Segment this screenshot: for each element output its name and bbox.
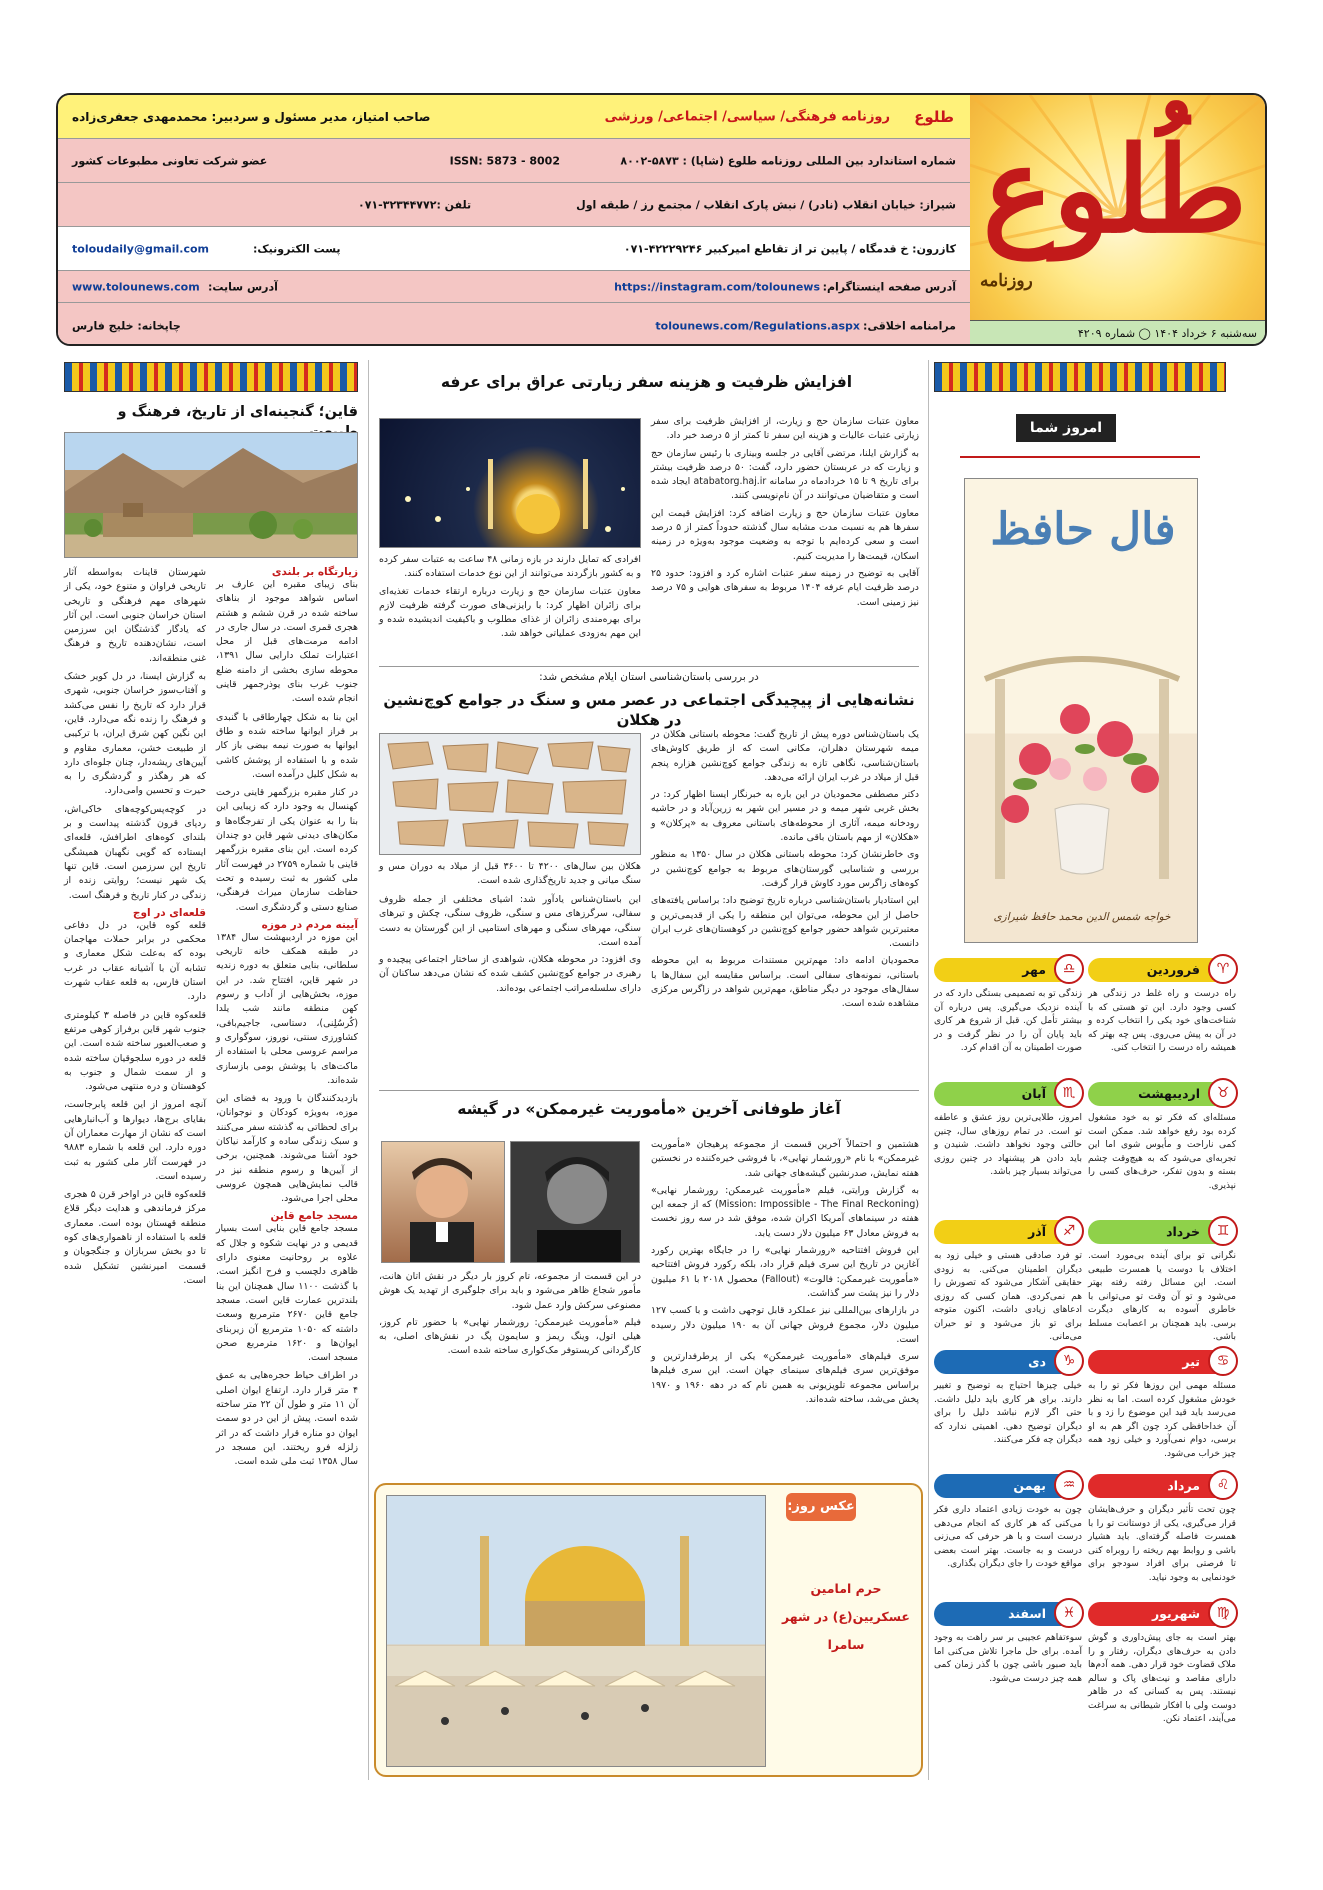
actor-photo-smiling [381,1141,505,1263]
masthead-row-web [58,271,970,303]
horoscope-sign-label: مهر ♎ [934,958,1082,982]
horoscope-text: چون تحت تأثیر دیگران و حرف‌هایشان قرار می‌گیری، یکی از دوستانت تو را با همسرت فاصله گرفته‌ای. باید هشیار باشی و روابط بهم ریخته را روبراه کنی تا فرصتی برای افراد سودجو برای خودنمایی به وجود نیاید. [1088,1505,1236,1583]
article2-body-left [379,893,641,996]
column-divider [368,360,369,1780]
today-you-label: امروز شما [1016,414,1116,442]
qaen-para: بنای زیبای مقبره این عارف بر اساس شواهد موجود از بناهای ساخته شده در قرن ششم و هشتم هجری قمری است. در سال جاری در ادامه مرمت‌های قبل از محل اعتبارات تملک دارایی سال ۱۳۹۱، محوطه سازی بخشی از دامنه ضلع جنوب غرب بنای یوذرجمهر قاینی انجام شده است. [216,579,358,705]
zodiac-symbol-icon: ♊ [1208,1216,1238,1246]
qaen-para: در کنار مقبره بزرگمهر قاینی درخت کهنسال به وجود دارد که زیبایی این بنا را به عنوان یکی از تفرجگاه‌ها و مکان‌های دیدنی شهر قاین دو چندان کرده است. این بنای مقبره بزرگمهر قاینی با شماره ۲۷۵۹ در فهرست آثار ملی کشور به ثبت رسیده و تحت حفاظت سازمان میراث فرهنگی، صنایع دستی و گردشگری است. [215,787,358,913]
masthead-row-kazerun [58,227,970,271]
insta-label: آدرس صفحه اینستاگرام: [822,280,956,293]
article-para: وی افزود: در محوطه هکلان، شواهدی از ساختار اجتماعی پیچیده و رهبری در جوامع کوچ‌نشین کشف شده که نشان می‌دهد ساکنان آن دارای سلسله‌مراتب اجتماعی بوده‌اند. [379,954,641,994]
zodiac-symbol-icon: ♈ [1208,954,1238,984]
horoscope-item [1088,1350,1236,1461]
horoscope-text: راه درست و راه غلط در زندگی هر کسی وجود دارد. این تو هستی که با شناخت‌های خود یکی را انتخاب کرده و در آن به پیش می‌روی. پس چه بهتر که همیشه راه درست را انتخاب کنی. [1088,989,1236,1053]
article-divider [379,1090,919,1091]
pottery-shards-photo [379,733,641,855]
article3-body-left [379,1270,641,1359]
shiraz-address: شیراز: خیابان انقلاب (نادر) / نبش پارک انقلاب / مجتمع رز / طبقه اول [576,198,956,211]
article-para: در بازارهای بین‌المللی نیز عملکرد قابل توجهی داشت و با کسب ۱۲۷ میلیون دلار، مجموع فروش جهانی آن به ۱۹۰ میلیون دلار رسیده است. [651,1305,919,1345]
article-para: این فروش افتتاحیه «رورشمار نهایی» را در جایگاه بهترین رکورد آغازین در تاریخ این سری فیلم قرار داد، بلکه رکورد فروش افتتاحیه «مأموریت غیرممکن: فالوت» (Fallout) محصول ۲۰۱۸ با ۶۱ میلیون دلار را نیز پشت سر گذاشت. [651,1245,919,1299]
horoscope-item [1088,1474,1236,1585]
horoscope-sign-label: آبان ♏ [934,1082,1082,1106]
owner-line: صاحب امتیاز، مدیر مسئول و سردبیر: محمدمهدی جعفری‌زاده [72,109,431,124]
kazerun-address: کازرون: خ قدمگاه / پایین تر از تقاطع امیرکبیر ۴۲۲۲۹۲۴۶-۰۷۱ [623,242,956,255]
paper-tagline: روزنامه فرهنگی/ سیاسی/ اجتماعی/ ورزشی [604,109,890,124]
qaen-subhead-castle: قلعه‌ای در اوج [132,906,206,919]
ornament-banner [64,362,358,392]
horoscope-text: نگرانی تو برای آینده بی‌مورد است. اختلاف با دوست یا همسرت طبیعی است. این مسائل رفته رفته بهتر می‌شود و تو آن وقت تو می‌توانی با خاطری آسوده به کارهای دیگرت برسی. باید همچنان بر اعصابت مسلط باشی. [1088,1251,1236,1342]
horoscope-sign-label: شهریور ♍ [1088,1602,1236,1626]
hafez-card [964,478,1198,943]
qaen-para: قلعه‌کوه قاین در فاصله ۳ کیلومتری جنوب شهر قاین برفراز کوهی مرتفع و صعب‌العبور ساخته شده است. این قلعه در دوره سلجوقیان ساخته شده و از سمت شمال و جنوب به کوهستان و دره منتهی می‌شود. [64,1009,206,1093]
qaen-col-b [64,566,206,1288]
paper-name: طلوع [914,107,954,126]
article3-body-right [651,1138,919,1407]
horoscope-text: سوءتفاهم عجیبی بر سر راهت به وجود آمده. برای حل ماجرا تلاش می‌کنی اما باید صبور باشی چون با گذر زمان کمی همه چیز درست می‌شود. [934,1633,1082,1684]
article-para: معاون عتبات سازمان حج و زیارت درباره ارتقاء خدمات تغذیه‌ای برای زائران اظهار کرد: با رایزنی‌های صورت گرفته ظرفیت لازم برای بهره‌مندی زائران از غذای مطلوب و باکیفیت اندیشیده شده و این مهم به‌زودی عملیاتی خواهد شد. [379,585,641,640]
masthead-row-shiraz [58,183,970,227]
article-para: هشتمین و احتمالاً آخرین قسمت از مجموعه پرهیجان «مأموریت غیرممکن» با نام «رورشمار نهایی»، با فروشی خیره‌کننده در نخستین هفته نمایش، صدرنشین گیشه‌های جهانی شد. [651,1139,919,1179]
horoscope-sign-label: اردیبهشت ♉ [1088,1082,1236,1106]
horoscope-text: تو فرد صادقی هستی و خیلی زود به دیگران اطمینان می‌کنی. به زودی حقایقی آشکار می‌شود که تصورش را هم نمی‌کردی. همان کسی که روزی ادعاهای زیادی داشت، اکنون متوجه برای تو باز می‌شود و تو حیران می‌مانی. [934,1251,1082,1342]
insta-link[interactable]: https://instagram.com/tolounews [614,280,820,293]
horoscope-sign-label: اسفند ♓ [934,1602,1082,1626]
member-line: عضو شرکت تعاونی مطبوعات کشور [72,154,268,167]
article3-title: آغاز طوفانی آخرین «مأموریت غیرممکن» در گیشه [457,1100,841,1118]
qaen-para: در کوچه‌پس‌کوچه‌های خاکی‌اش، ردپای قرون گذشته پیداست و بر بلندای کوه‌های اطرافش، قلعه‌ای ایستاده که گویی نگهبان همیشگی تاریخ این سرزمین است. قاین تنها یک شهر نیست؛ روایتی زنده از زندگی در کنار تاریخ و فرهنگ است. [64,803,206,901]
article2-kicker: در بررسی باستان‌شناسی استان ایلام مشخص شد: [539,671,759,683]
zodiac-symbol-icon: ♍ [1208,1598,1238,1628]
issue-line: سه‌شنبه ۶ خرداد ۱۴۰۴ ◯ شماره ۴۲۰۹ [970,320,1267,346]
photo-of-day-label: عکس روز: [786,1493,856,1521]
zodiac-symbol-icon: ♐ [1054,1216,1084,1246]
horoscope-item [934,1474,1082,1572]
shrine-dome-icon [379,419,640,548]
ornament-banner [934,362,1226,392]
article-para: افرادی که تمایل دارند در بازه زمانی ۴۸ ساعت به عتبات سفر کرده و به کشور بازگردند می‌توانند از این نوع خدمات استفاده کنند. [379,554,641,580]
horoscope-item [1088,1602,1236,1727]
photo-of-day-caption: حرم امامین عسکریین(ع) در شهر سامرا [782,1581,910,1652]
article2-body-right [651,728,919,1012]
email-link[interactable]: toloudaily@gmail.com [72,242,210,255]
horoscope-sign-label: فروردین ♈ [1088,958,1236,982]
qaen-para: در اطراف حیاط حجره‌هایی به عمق ۴ متر قرار دارد. ارتفاع ایوان اصلی آن ۱۱ متر و طول آن ۲۲ متر ساخته شده است. پیش از این در دو سمت ایوان دو مناره قرار داشت که در اثر زلزله فرو ریختند. این مسجد در سال ۱۳۵۸ ثبت ملی شده است. [216,1370,358,1468]
hafez-signature: خواجه شمس الدین محمد حافظ شیرازی [993,911,1171,923]
masthead-row-issn [58,139,970,183]
golden-dome-icon [386,1496,765,1767]
article-divider [379,666,919,667]
masthead-row-title [58,95,970,139]
qaen-para: شهرستان قاینات به‌واسطه آثار تاریخی فراوان و متنوع خود، یکی از شهرهای مهم فرهنگی و تاریخی استان خراسان جنوبی است. این آثار که یادگار گذشتگان این سرزمین است، نشان‌دهنده تاریخ و فرهنگ غنی منطقه‌اند. [64,567,206,664]
qaen-para: قلعه‌کوه قاین در اواخر قرن ۵ هجری مرکز فرماندهی و هدایت دیگر قلاع منطقه قهستان بوده است. معماری قلعه با استفاده از ناهمواری‌های کوه تا دو بخش سربازان و جنگجویان و قسمت امیرنشین تشکیل شده است. [64,1189,206,1286]
qaen-subhead-mosque: مسجد جامع قاین [270,1210,358,1223]
pottery-icon [379,734,640,855]
photo-of-day-box [374,1483,923,1777]
qaen-para: به گزارش ایسنا، در دل کویر خشک و آفتاب‌سوز خراسان جنوبی، شهری قرار دارد که تاریخ را نفس می‌کشد و فرهنگ را زنده نگه می‌دارد. قاین، این نگین کهن شرق ایران، با ترکیبی از طبیعت خشن، معماری مقاوم و آیین‌های ریشه‌دار، چنان جلوه‌ای دارد که هر رهگذر و گردشگری را به حیرت و تحسین وامی‌دارد. [64,671,206,797]
issn-label: شماره استاندارد بین المللی روزنامه طلوع (شاپا) : ۵۸۷۳-۸۰۰۲ [620,154,956,167]
horoscope-item [1088,1082,1236,1193]
zodiac-symbol-icon: ♏ [1054,1078,1084,1108]
issn-code: ISSN: 5873 - 8002 [449,154,560,167]
actor-photo-bw [510,1141,640,1263]
horoscope-item [934,1350,1082,1448]
ethics-label: مرامنامه اخلاقی: [863,319,956,332]
article-para: به گزارش ایلنا، مرتضی آقایی در جلسه وبیناری با رئیس سازمان حج و زیارت که در عربستان حضور دارد، گفت: ۵۰ درصد ظرفیت بیشتر برای تاریخ ۹ تا ۱۵ خردادماه در سامانه atabatorg.haj.ir ایجاد شده است و متقاضیان می‌توانند در آن نام‌نویسی کنند. [651,447,920,502]
horoscope-text: چون به خودت زیادی اعتماد داری فکر می‌کنی که هر کاری که انجام می‌دهی درست است و با هر حرفی که می‌زنی درست و به جاست. بهتر است بعضی مواقع خودت را جای دیگران بگذاری. [934,1505,1082,1569]
shiraz-phone: تلفن :۳۲۳۴۴۷۷۲-۰۷۱ [358,198,472,211]
pottery-caption: هکلان بین سال‌های ۴۲۰۰ تا ۳۶۰۰ قبل از میلاد به دوران مس و سنگ میانی و جدید تاریخ‌گذاری شده است. [379,861,641,887]
article-para: معاون عتبات سازمان حج و زیارت، از افزایش ظرفیت برای سفر زیارتی عتبات عالیات و هزینه این سفر تا کمتر از ۵ درصد خبر داد. [651,416,919,442]
site-link[interactable]: www.tolounews.com [72,280,200,293]
logo-wordmark: طُلوع [982,120,1247,259]
flower-vase-icon [965,649,1198,909]
horoscope-sign-label: بهمن ♒ [934,1474,1082,1498]
masthead [56,93,1267,346]
article-para: فیلم «مأموریت غیرممکن: رورشمار نهایی» با حضور تام کروز، هیلی اتول، وینگ ریمز و سایمون پگ در نقش‌های اصلی، به کارگردانی کریستوفر مک‌کواری ساخته شده است. [379,1316,641,1357]
logo-box [970,95,1267,320]
article2-title: نشانه‌هایی از پیچیدگی اجتماعی در عصر مس و سنگ در جوامع کوچ‌نشین در هکلان [383,691,915,729]
qaen-para: این بنا به شکل چهارطاقی با گنبدی بر فراز ایوانها ساخته شده و طاق ایوانها به صورت نیمه بیضی باز کار شده و با استفاده از پوشش کاشی به شکل کلیل درآمده است. [216,711,358,780]
horoscope-item [934,1082,1082,1180]
article-para: سری فیلم‌های «مأموریت غیرممکن» یکی از پرطرفدارترین و موفق‌ترین سری فیلم‌های سینمای جهان است. این سری فیلم‌ها براساس مجموعه تلویزیونی به همین نام که در دهه ۱۹۶۰ و ۱۹۷۰ پخش می‌شد، ساخته شده‌اند. [651,1351,919,1406]
zodiac-symbol-icon: ♓ [1054,1598,1084,1628]
column-divider [928,360,929,1780]
article1-title: افزایش ظرفیت و هزینه سفر زیارتی عراق برای عرفه [440,373,853,391]
section-rule [960,456,1200,458]
horoscope-sign-label: مرداد ♌ [1088,1474,1236,1498]
horoscope-sign-label: آذر ♐ [934,1220,1082,1244]
zodiac-symbol-icon: ♒ [1054,1470,1084,1500]
qaen-landscape-photo [64,432,358,558]
article-para: محمودیان ادامه داد: مهم‌ترین مستندات مربوط به این محوطه باستانی، نمونه‌های سفالی است. براساس مقایسه این سفال‌ها با سفال‌های موجود در دیگر مناطق، مهم‌ترین شواهد در زاگرس مرکزی مشاهده شده است. [651,955,919,1010]
article-para: در این قسمت از مجموعه، تام کروز بار دیگر در نقش اتان هانت، مأمور شجاع ظاهر می‌شود و باید برای جلوگیری از تهدید یک هوش مصنوعی سرکش وارد عمل شود. [379,1271,641,1311]
horoscope-text: خیلی چیزها احتیاج به توضیح و تغییر دارند. برای هر کاری باید دلیل داشت. حتی اگر لازم نباشد دلیل را برای دیگران توضیح دهی. اهمیتی ندارد که دیگران چه فکر می‌کنند. [934,1381,1082,1445]
person-icon [510,1142,639,1263]
zodiac-symbol-icon: ♋ [1208,1346,1238,1376]
qaen-para: مسجد جامع قاین بنایی است بسیار قدیمی و در نهایت شکوه و جلال که علاوه بر روحانیت معنوی دارای ظاهری دلچسب و فرح انگیز است. با گذشت ۱۱۰۰ سال همچنان این بنا بلندترین عمارت قاین است. مسجد جامع قاین ۲۶۷۰ مترمربع وسعت داشته که ۱۰۵۰ مترمربع آن زیربنای ایوان‌ها و ۱۶۲۰ مترمربع صحن مسجد است. [216,1223,359,1364]
horoscope-item [934,1220,1082,1345]
zodiac-symbol-icon: ♑ [1054,1346,1084,1376]
mountain-icon [64,433,357,558]
horoscope-item [934,1602,1082,1686]
article-para: آقایی به توضیح در زمینه سفر عتبات اشاره کرد و افزود: حدود ۲۵ درصد ظرفیت ایام عرفه ۱۴۰۴ مربوط به سفرهای هوایی و ۷۵ درصد نیز زمینی است. [651,567,919,608]
horoscope-sign-label: تیر ♋ [1088,1350,1236,1374]
qaen-subhead-museum: آیینه مردم در موزه [261,918,358,931]
article-para: این باستان‌شناس یادآور شد: اشیای مختلفی از جمله ظروف سفالی، سرگرزهای مس و سنگی، ظروف سنگی، چکش و تیرهای سنگی، مهرهای سنگی و مهرهای استامپی از این گورستان به دست آمده است. [379,894,641,948]
article-para: یک باستان‌شناس دوره پیش از تاریخ گفت: محوطه باستانی هکلان در میمه شهرستان دهلران، مکانی است که از طریق کاوش‌های باستان‌شناسی، نگاهی تازه به زندگی جوامع کوچ‌نشین هزاره پنجم قبل از میلاد در غرب ایران ارائه می‌دهد. [651,729,919,783]
article1-body-left [379,553,641,642]
horoscope-item [934,958,1082,1056]
masthead-row-ethics [58,303,970,346]
qaen-subhead-shrine: زیارتگاه بر بلندی [271,566,358,578]
article-para: دکتر مصطفی محمودیان در این باره به خبرنگار ایسنا اظهار کرد: در بخش غربی شهر میمه و در مسیر این شهر به زرین‌آباد و در حاشیه رودخانه میمه، آثاری از محوطه‌های باستانی معروف به «پرکلان» و «هکلان» از مهم باستان باقی مانده. [651,789,919,844]
printer-line: چاپخانه: خلیج فارس [72,319,181,332]
horoscope-text: مسئله‌ای که فکر تو به خود مشغول کرده بود رفع خواهد شد. ممکن است کمی ناراحت و مأیوس شوی اما این تجربه‌ای می‌شود که به هیچ‌وقت چشم بسته و بدون تفکر، حرف‌های کسی را نپذیری. [1088,1113,1236,1191]
zodiac-symbol-icon: ♌ [1208,1470,1238,1500]
horoscope-text: زندگی تو به تصمیمی بستگی دارد که در آینده نزدیک می‌گیری. پس درباره آن بیشتر تأمل کن. قبل از شروع هر کاری باید پایان آن را در نظر گرفت و در صورت اطمینان به آن اقدام کرد. [934,989,1082,1053]
article-para: به گزارش ورایتی، فیلم «مأموریت غیرممکن: رورشمار نهایی» (Mission: Impossible - The Final Reckoning) که از جمعه این هفته در سینماهای آمریکا اکران شده، موفق شد در سه روز نخست به فروش معادل ۶۳ میلیون دلار دست یابد. [651,1184,919,1239]
qaen-para: بازدیدکنندگان با ورود به فضای این موزه، به‌ویژه کودکان و نوجوانان، برای لحظاتی به گذشته سفر می‌کنند و سبک زندگی ساده و کارآمد نیاکان خود آشنا می‌شوند. همچنین، برخی از آیین‌ها و رسوم منطقه نیز در قالب نمایش‌هایی همچون عروسی محلی اجرا می‌شود. [216,1093,358,1205]
logo-subtitle: روزنامه [980,271,1033,291]
email-label: پست الکترونیک: [253,242,341,255]
site-label: آدرس سایت: [208,280,278,293]
qaen-para: آنچه امروز از این قلعه پابرجاست، بقایای برج‌ها، دیوارها و آب‌انبارهایی است که نشان از مهارت معماران آن دوره دارد. این قلعه با شماره ۹۸۸۳ در فهرست آثار ملی کشور به ثبت رسیده است. [64,1099,206,1182]
qaen-para: این موزه در اردیبهشت سال ۱۳۸۴ در طبقه همکف خانه تاریخی سلطانی، بنایی متعلق به دوره زندیه در شهر قاین، افتتاح شد. در این موزه، بخش‌هایی از آداب و رسوم کهن منطقه مانند شب یلدا (کُرسُلِنی)، دستاسی، جاجیم‌بافی، کشاورزی سنتی، نوروز، سوگواری و مراسم عروسی محلی با استفاده از ماکت‌های با پوشش بومی بازسازی شده‌اند. [216,931,358,1086]
qaen-para: قلعه کوه قاین، در دل دفاعی محکمی در برابر حملات مهاجمان بوده که به‌علت شکل معماری و تشابه آن با آشیانه عقاب در غرب استان فارس، به قلعه عقاب شهرت دارد. [64,919,206,1003]
horoscope-item [1088,958,1236,1056]
qaen-title: قاین؛ گنجینه‌ای از تاریخ، فرهنگ و [117,404,358,420]
samarra-shrine-photo [386,1495,766,1767]
horoscope-sign-label: دی ♑ [934,1350,1082,1374]
article-para: معاون عتبات سازمان حج و زیارت اضافه کرد: افزایش قیمت این سفرها هم به نسبت مدت مشابه سال گذشته حدوداً کمتر از ۵ درصد است و سعی کرده‌ایم با توجه به وضعیت موجود به‌ویژه در زمینه اسکان، قیمت‌ها را مدیریت کنیم. [651,507,919,562]
article-para: وی خاطرنشان کرد: محوطه باستانی هکلان در سال ۱۳۵۰ به منظور بررسی و شناسایی گورستان‌های مربوط به جوامع کوچ‌نشین در کوه‌های زاگرس مورد کاوش قرار گرفت. [651,849,919,889]
horoscope-item [1088,1220,1236,1345]
article1-body-right [651,415,919,610]
horoscope-text: مسئله مهمی این روزها فکر تو را به خودش مشغول کرده است. اما به نظر می‌رسد باید قید این موضوع را زد و با آن خداحافظی کرد چون اگر هم به او برسی، دوام نمی‌آورد و خیلی زود همه چیز خراب می‌شود. [1088,1381,1236,1459]
horoscope-text: بهتر است به جای پیش‌داوری و گوش دادن به حرف‌های دیگران، رفتار و را ملاک قضاوت خود قرار دهی. همه آدم‌ها دارای مقاصد و نیت‌های پاک و سالم نیستند. پس به کسانی که در ظاهر دوست ولی با افکار شیطانی به سراغت می‌آیند، اعتماد نکن. [1088,1633,1236,1724]
horoscope-text: امروز، طلایی‌ترین روز عشق و عاطفه تو است. در تمام روزهای سال، چنین حالتی وجود نخواهد داشت. شنیدن و باید دادن هر پیشنهاد در چنین روزی می‌تواند بسیار چیز باشد. [934,1113,1082,1177]
person-icon [381,1142,504,1263]
ethics-link[interactable]: tolounews.com/Regulations.aspx [655,319,860,332]
hafez-title: فال حافظ [990,504,1176,555]
article-para: این استادیار باستان‌شناسی درباره تاریخ توضیح داد: براساس یافته‌های حاصل از این محوطه، می‌توان این منطقه را یکی از قدیمی‌ترین و معتبرترین شواهد حضور جوامع کوچ‌نشین در کوهستان‌های غرب ایران دانست. [651,895,919,950]
zodiac-symbol-icon: ♎ [1054,954,1084,984]
qaen-col-a [216,566,358,1470]
horoscope-sign-label: خرداد ♊ [1088,1220,1236,1244]
karbala-shrine-photo [379,418,641,548]
zodiac-symbol-icon: ♉ [1208,1078,1238,1108]
